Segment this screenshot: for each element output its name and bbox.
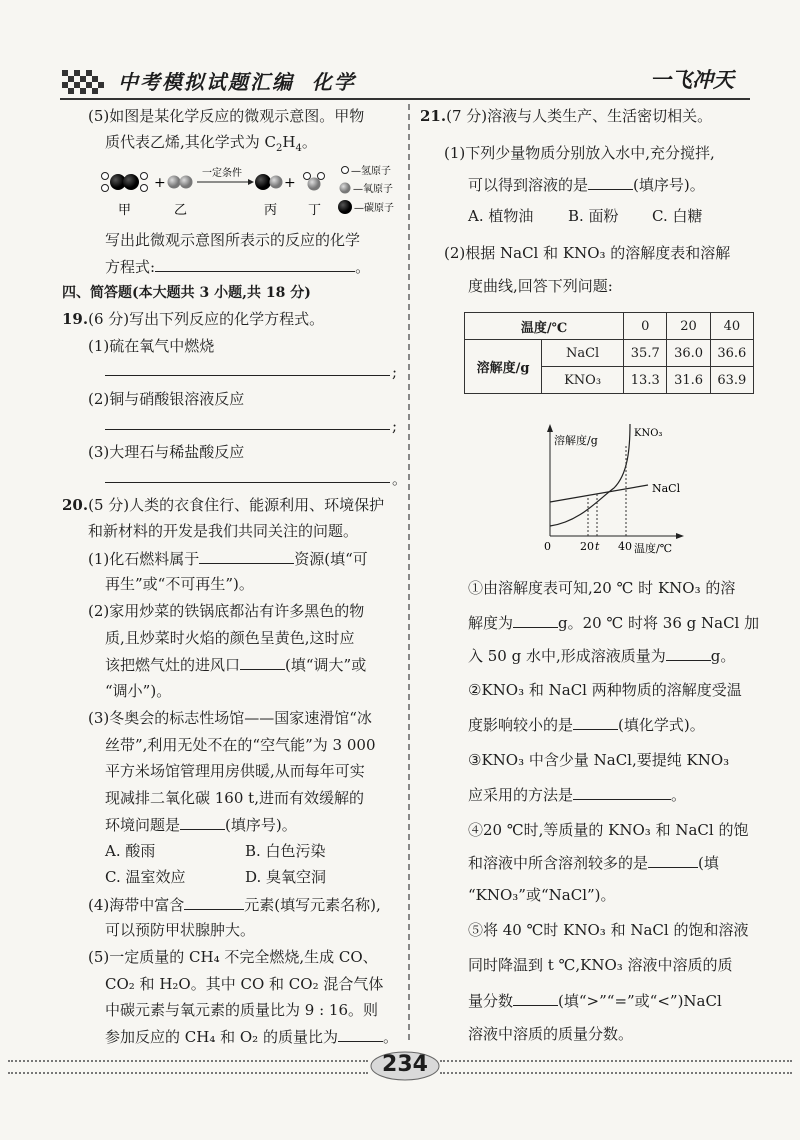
q21-s1a: ①由溶解度表可知,20 ℃ 时 KNO₃ 的溶 — [468, 579, 736, 597]
q20-5b: CO₂ 和 H₂O。其中 CO 和 CO₂ 混合气体 — [105, 975, 384, 993]
q21-s1b: 解度为 g。20 ℃ 时将 36 g NaCl 加 — [468, 614, 760, 632]
column-divider — [408, 104, 410, 1040]
q20-5d: 参加反应的 CH₄ 和 O₂ 的质量比为 。 — [105, 1028, 398, 1046]
q21-s4b: 和溶液中所含溶剂较多的是 (填 — [468, 854, 719, 872]
answer-line[interactable] — [105, 467, 390, 483]
q20-line2: 和新材料的开发是我们共同关注的问题。 — [88, 522, 359, 540]
q20-3-optB: B. 白色污染 — [245, 842, 326, 860]
table-temp: 0 — [624, 313, 667, 340]
q19-part2: (2)铜与硝酸银溶液反应 — [88, 390, 245, 408]
q20-2a: (2)家用炒菜的铁锅底都沾有许多黑色的物 — [88, 602, 365, 620]
q20-2c: 该把燃气灶的进风口 (填“调大”或 — [105, 656, 367, 674]
q19-part1: (1)硫在氧气中燃烧 — [88, 337, 215, 355]
q18-5-line2: 质代表乙烯,其化学式为 $C_2H_4$。 — [105, 133, 317, 154]
answer-blank[interactable] — [184, 894, 244, 910]
footer-band-left — [8, 1060, 368, 1074]
table-cell: 31.6 — [667, 367, 710, 394]
y-axis-arrow-icon — [547, 424, 553, 432]
legend-o: —氧原子 — [353, 184, 393, 195]
q21-1b: 可以得到溶液的是 (填序号)。 — [468, 176, 705, 194]
solubility-table — [464, 312, 754, 394]
table-cell: 36.0 — [667, 340, 710, 367]
chart-kno3-label: KNO₃ — [634, 428, 663, 439]
period: 。 — [392, 470, 408, 488]
nacl-curve — [550, 485, 648, 502]
answer-blank[interactable] — [648, 852, 698, 868]
q21-1-optC: C. 白糖 — [652, 207, 703, 225]
section4-heading: 四、简答题(本大题共 3 小题,共 18 分) — [62, 285, 311, 301]
q20-3e: 环境问题是 (填序号)。 — [105, 816, 297, 834]
answer-blank[interactable] — [199, 548, 294, 564]
header-title: 中考模拟试题汇编 化学 — [118, 70, 356, 94]
label-jia: 甲 — [118, 203, 132, 218]
q20-3c: 平方米场馆管理用房供暖,从而每年可实 — [105, 762, 365, 780]
q18-5-line1: (5)如图是某化学反应的微观示意图。甲物 — [88, 107, 365, 125]
q21-s5d: 溶液中溶质的质量分数。 — [468, 1025, 634, 1043]
answer-blank[interactable] — [666, 645, 711, 661]
chart-nacl-label: NaCl — [652, 482, 681, 495]
q21-s5b: 同时降温到 t ℃,KNO₃ 溶液中溶质的质 — [468, 956, 733, 974]
q21-s5c: 量分数 (填“>”“=”或“<”)NaCl — [468, 992, 722, 1010]
header-logo — [60, 66, 108, 96]
svg-text:+: + — [284, 175, 296, 191]
label-yi: 乙 — [174, 203, 188, 218]
answer-blank[interactable] — [180, 814, 225, 830]
header-rule — [60, 98, 750, 100]
q19-stem: 19.(6 分)写出下列反应的化学方程式。 — [62, 310, 325, 328]
table-cell: 36.6 — [710, 340, 753, 367]
page-number: 234 — [382, 1052, 428, 1077]
legend-h: —氢原子 — [351, 166, 391, 177]
answer-blank[interactable] — [338, 1026, 383, 1042]
q21-s1c: 入 50 g 水中,形成溶液质量为 g。 — [468, 647, 736, 665]
legend-c: —碳原子 — [354, 203, 394, 214]
q21-s2a: ②KNO₃ 和 NaCl 两种物质的溶解度受温 — [468, 681, 742, 699]
answer-blank[interactable] — [513, 612, 558, 628]
q21-2a: (2)根据 NaCl 和 KNO₃ 的溶解度表和溶解 — [444, 244, 731, 262]
q21-s4c: “KNO₃”或“NaCl”)。 — [468, 886, 616, 904]
page-number-badge — [370, 1050, 440, 1082]
q20-4b: 可以预防甲状腺肿大。 — [105, 921, 256, 939]
table-cell: 13.3 — [624, 367, 667, 394]
q20-1a: (1)化石燃料属于 资源(填“可 — [88, 550, 368, 568]
q20-5c: 中碳元素与氧元素的质量比为 9 : 16。则 — [105, 1001, 378, 1019]
svg-text:+: + — [154, 175, 166, 191]
tick-0: 0 — [544, 540, 551, 553]
q21-2b: 度曲线,回答下列问题: — [468, 277, 613, 295]
answer-blank[interactable] — [588, 174, 633, 190]
footer-band-right — [440, 1060, 792, 1074]
header-brand: 一飞冲天 — [650, 67, 734, 92]
q19-part3: (3)大理石与稀盐酸反应 — [88, 443, 245, 461]
q20-3-optD: D. 臭氧空洞 — [245, 868, 327, 886]
answer-line[interactable] — [105, 414, 390, 430]
table-temp: 40 — [710, 313, 753, 340]
q21-1-optA: A. 植物油 — [468, 207, 534, 225]
q20-3b: 丝带”,利用无处不在的“空气能”为 3 000 — [105, 736, 376, 754]
q20-2b: 质,且炒菜时火焰的颜色呈黄色,这时应 — [105, 629, 355, 647]
checker-logo-icon — [60, 66, 108, 96]
semicolon: ; — [392, 417, 398, 435]
oxygen-atom-icon — [340, 183, 351, 194]
table-header-temp: 温度/℃ — [465, 313, 624, 340]
table-cell: 35.7 — [624, 340, 667, 367]
solubility-curve-chart — [530, 418, 730, 558]
ethylene-molecule-icon — [102, 173, 148, 192]
tick-40: 40 — [618, 540, 632, 553]
q21-s5a: ⑤将 40 ℃时 KNO₃ 和 NaCl 的饱和溶液 — [468, 921, 749, 939]
q20-5a: (5)一定质量的 CH₄ 不完全燃烧,生成 CO、 — [88, 948, 378, 966]
q21-stem: 21.(7 分)溶液与人类生产、生活密切相关。 — [420, 107, 713, 125]
q21-s2b: 度影响较小的是 (填化学式)。 — [468, 716, 705, 734]
x-axis-arrow-icon — [676, 533, 684, 539]
label-ding: 丁 — [308, 203, 322, 218]
q20-1c: 再生”或“不可再生”)。 — [105, 575, 254, 593]
answer-blank[interactable] — [513, 990, 558, 1006]
semicolon: ; — [392, 363, 398, 381]
answer-blank[interactable] — [573, 784, 671, 800]
q20-3-optA: A. 酸雨 — [105, 842, 156, 860]
table-cell: 63.9 — [710, 367, 753, 394]
q20-3a: (3)冬奥会的标志性场馆——国家速滑馆“冰 — [88, 709, 372, 727]
q21-s3a: ③KNO₃ 中含少量 NaCl,要提纯 KNO₃ — [468, 751, 730, 769]
q20-4a: (4)海带中富含 元素(填写元素名称), — [88, 896, 381, 914]
q18-5-line4: 方程式: 。 — [105, 258, 371, 276]
q21-1a: (1)下列少量物质分别放入水中,充分搅拌, — [444, 144, 715, 162]
chart-ylabel: 溶解度/g — [554, 434, 598, 447]
table-temp: 20 — [667, 313, 710, 340]
q20-2d: “调小”)。 — [105, 682, 172, 700]
q18-5-line3: 写出此微观示意图所表示的反应的化学 — [105, 231, 361, 249]
table-header-solubility: 溶解度/g — [465, 340, 542, 394]
product-c-molecule-icon — [255, 174, 283, 190]
answer-line[interactable] — [105, 360, 390, 376]
q20-3d: 现减排二氧化碳 160 t,进而有效缓解的 — [105, 789, 364, 807]
q20-3-optC: C. 温室效应 — [105, 868, 186, 886]
q21-1-optB: B. 面粉 — [568, 207, 619, 225]
q20-line1: 20.(5 分)人类的衣食住行、能源利用、环境保护 — [62, 496, 385, 514]
tick-t: t — [595, 540, 600, 553]
oxygen-molecule-icon — [168, 176, 193, 189]
tick-20: 20 — [580, 540, 594, 553]
answer-blank[interactable] — [155, 256, 355, 272]
reaction-diagram — [100, 162, 410, 218]
chart-xlabel: 温度/℃ — [634, 542, 673, 555]
q21-s3b: 应采用的方法是 。 — [468, 786, 687, 804]
q21-s4a: ④20 ℃时,等质量的 KNO₃ 和 NaCl 的饱 — [468, 821, 749, 839]
water-molecule-icon — [304, 173, 325, 191]
table-row-label: KNO₃ — [542, 367, 624, 394]
label-bing: 丙 — [264, 203, 278, 218]
hydrogen-atom-icon — [342, 167, 349, 174]
table-row-label: NaCl — [542, 340, 624, 367]
carbon-atom-icon — [338, 200, 352, 214]
answer-blank[interactable] — [240, 654, 285, 670]
answer-blank[interactable] — [573, 714, 618, 730]
diagram-condition: 一定条件 — [202, 168, 242, 179]
